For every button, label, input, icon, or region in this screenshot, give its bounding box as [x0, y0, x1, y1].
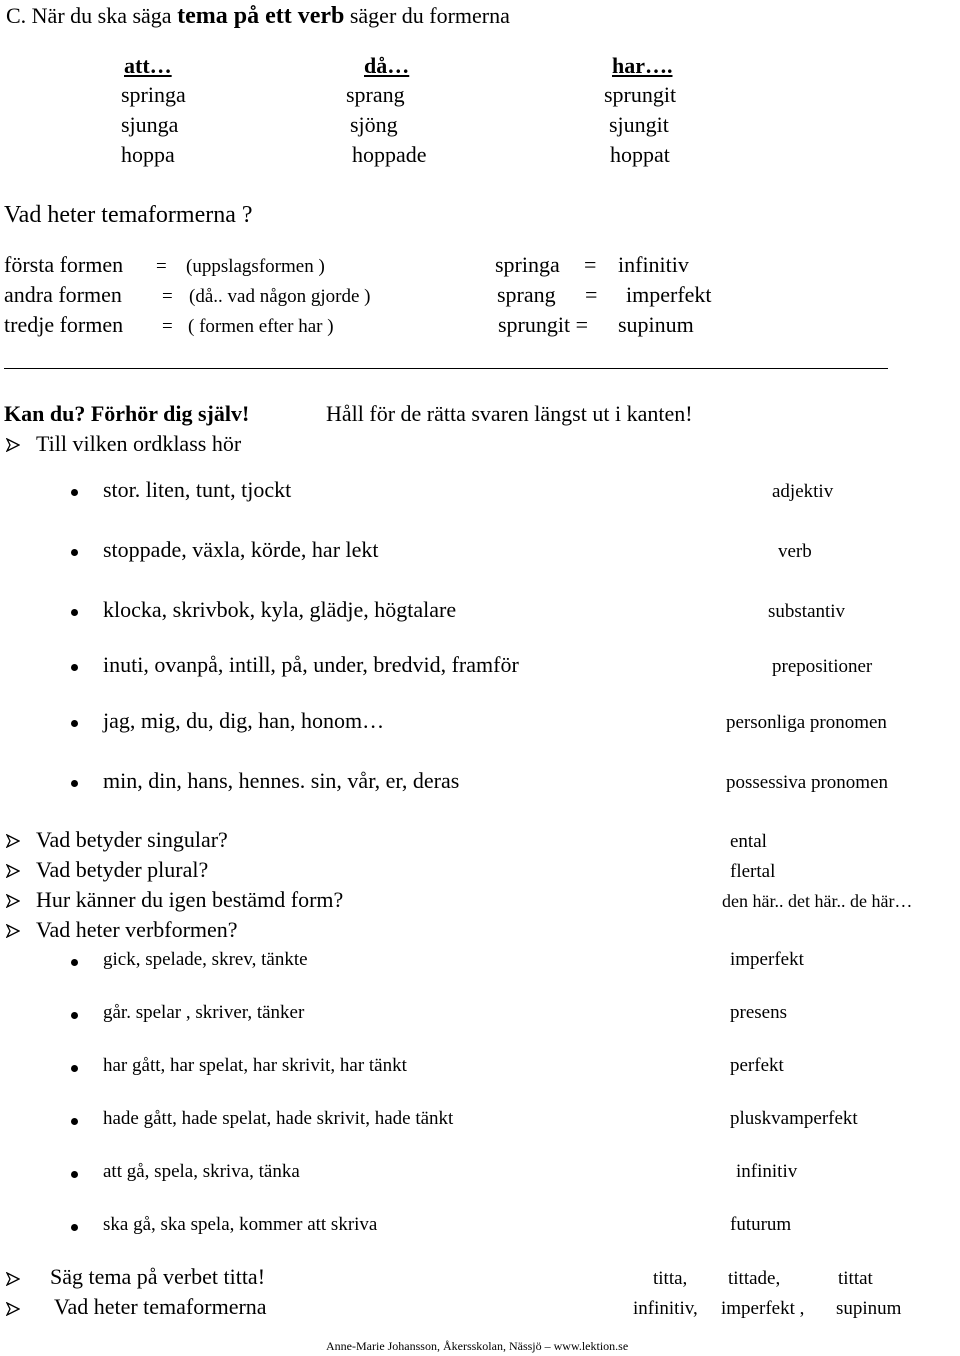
forms-cell: sprang	[346, 82, 405, 107]
bullet-dot-icon	[71, 1224, 78, 1231]
def-eq2: =	[584, 252, 597, 277]
verb-form-words: ska gå, ska spela, kommer att skriva	[103, 1214, 378, 1235]
def-term: imperfekt	[626, 282, 712, 307]
forms-cell: sprungit	[604, 82, 677, 107]
bullet-dot-icon	[71, 720, 78, 727]
question-answer: flertal	[730, 861, 776, 882]
def-name: andra formen	[4, 282, 122, 307]
def-example: springa	[495, 252, 560, 277]
quiz-question-1: Till vilken ordklass hör	[36, 431, 242, 456]
def-example: sprungit =	[498, 312, 589, 337]
bullet-dot-icon	[71, 664, 78, 671]
footer-credit: Anne-Marie Johansson, Åkersskolan, Nässjö – www.lektion.se	[326, 1339, 629, 1353]
separator-line	[4, 368, 888, 369]
def-term: infinitiv	[618, 252, 689, 277]
question-text: Vad betyder singular?	[36, 827, 228, 852]
bullet-dot-icon	[71, 489, 78, 496]
question-answer: den här.. det här.. de här…	[722, 891, 913, 911]
def-eq: =	[162, 316, 173, 337]
word-class-words: inuti, ovanpå, intill, på, under, bredvid, framför	[103, 652, 519, 677]
arrow-bullet-icon	[6, 864, 20, 878]
word-class-answer: prepositioner	[772, 656, 873, 677]
question-answer: ental	[730, 831, 767, 852]
verb-form-answer: imperfekt	[730, 949, 804, 970]
word-class-answer: personliga pronomen	[726, 712, 887, 733]
bullet-dot-icon	[71, 549, 78, 556]
final-question: Vad heter temaformerna	[54, 1294, 267, 1319]
def-name: första formen	[4, 252, 124, 277]
arrow-bullet-icon	[6, 1272, 20, 1286]
final-answer: tittat	[838, 1268, 873, 1289]
def-eq: =	[162, 286, 173, 307]
question-text: Vad heter verbformen?	[36, 917, 238, 942]
arrow-bullet-icon	[6, 924, 20, 938]
bullet-dot-icon	[71, 780, 78, 787]
verb-form-words: att gå, spela, skriva, tänka	[103, 1161, 300, 1182]
arrow-bullet-icon	[6, 1302, 20, 1316]
word-class-words: klocka, skrivbok, kyla, glädje, högtalare	[103, 597, 457, 622]
forms-cell: sjungit	[609, 112, 669, 137]
def-desc: (uppslagsformen )	[186, 256, 325, 277]
forms-cell: sjöng	[350, 112, 398, 137]
def-eq2: =	[585, 282, 598, 307]
forms-cell: sjunga	[121, 112, 179, 137]
def-desc: (då.. vad någon gjorde )	[189, 286, 371, 307]
quiz-title	[4, 403, 249, 425]
def-name: tredje formen	[4, 312, 124, 337]
heading-bold: tema på ett verb	[177, 3, 345, 29]
verb-form-words: gick, spelade, skrev, tänkte	[103, 949, 308, 970]
word-class-words: stoppade, växla, körde, har lekt	[103, 537, 379, 562]
word-class-words: stor. liten, tunt, tjockt	[103, 477, 292, 502]
final-question: Säg tema på verbet titta!	[50, 1264, 266, 1289]
subheading: Vad heter temaformerna ?	[4, 202, 253, 228]
word-class-words: jag, mig, du, dig, han, honom…	[103, 708, 385, 733]
bullet-dot-icon	[71, 959, 78, 966]
arrow-bullet-icon	[6, 834, 20, 848]
forms-header-2: då…	[364, 53, 410, 78]
verb-form-words: hade gått, hade spelat, hade skrivit, hade tänkt	[103, 1108, 454, 1129]
bullet-dot-icon	[71, 1012, 78, 1019]
word-class-answer: adjektiv	[772, 481, 834, 502]
def-desc: ( formen efter har )	[188, 316, 334, 337]
word-class-answer: substantiv	[768, 601, 846, 622]
question-text: Vad betyder plural?	[36, 857, 209, 882]
word-class-words: min, din, hans, hennes. sin, vår, er, deras	[103, 768, 460, 793]
bullet-dot-icon	[71, 609, 78, 616]
bullet-dot-icon	[71, 1118, 78, 1125]
forms-cell: hoppat	[610, 142, 670, 167]
bullet-dot-icon	[71, 1171, 78, 1178]
quiz-instruction: Håll för de rätta svaren längst ut i kanten!	[326, 401, 693, 426]
arrow-bullet-icon	[6, 894, 20, 908]
verb-form-answer: pluskvamperfekt	[730, 1108, 858, 1129]
verb-form-answer: presens	[730, 1002, 787, 1023]
forms-header-3: har….	[612, 53, 673, 78]
verb-form-answer: perfekt	[730, 1055, 784, 1076]
verb-form-words: har gått, har spelat, har skrivit, har tänkt	[103, 1055, 407, 1076]
word-class-answer: possessiva pronomen	[726, 772, 889, 793]
final-answer: tittade,	[728, 1268, 781, 1289]
verb-form-words: går. spelar , skriver, tänker	[103, 1002, 305, 1023]
def-eq: =	[156, 256, 167, 277]
word-class-answer: verb	[778, 541, 812, 562]
heading-prefix: C. När du ska säga	[6, 3, 178, 28]
final-answer: supinum	[836, 1298, 902, 1319]
final-answer: titta,	[653, 1268, 688, 1289]
question-text: Hur känner du igen bestämd form?	[36, 887, 344, 912]
forms-cell: springa	[121, 82, 186, 107]
arrow-bullet-icon	[6, 438, 20, 452]
verb-form-answer: futurum	[730, 1214, 792, 1235]
page-heading	[6, 4, 510, 28]
verb-form-answer: infinitiv	[736, 1161, 798, 1182]
bullet-dot-icon	[71, 1065, 78, 1072]
forms-header-1: att…	[124, 53, 172, 78]
forms-cell: hoppade	[352, 142, 427, 167]
def-example: sprang	[497, 282, 556, 307]
final-answer: imperfekt ,	[721, 1298, 805, 1319]
def-term: supinum	[618, 312, 694, 337]
heading-suffix: säger du formerna	[344, 3, 510, 28]
final-answer: infinitiv,	[633, 1298, 698, 1319]
quiz-title-bold: Kan du? Förhör dig själv!	[4, 401, 250, 426]
forms-cell: hoppa	[121, 142, 175, 167]
